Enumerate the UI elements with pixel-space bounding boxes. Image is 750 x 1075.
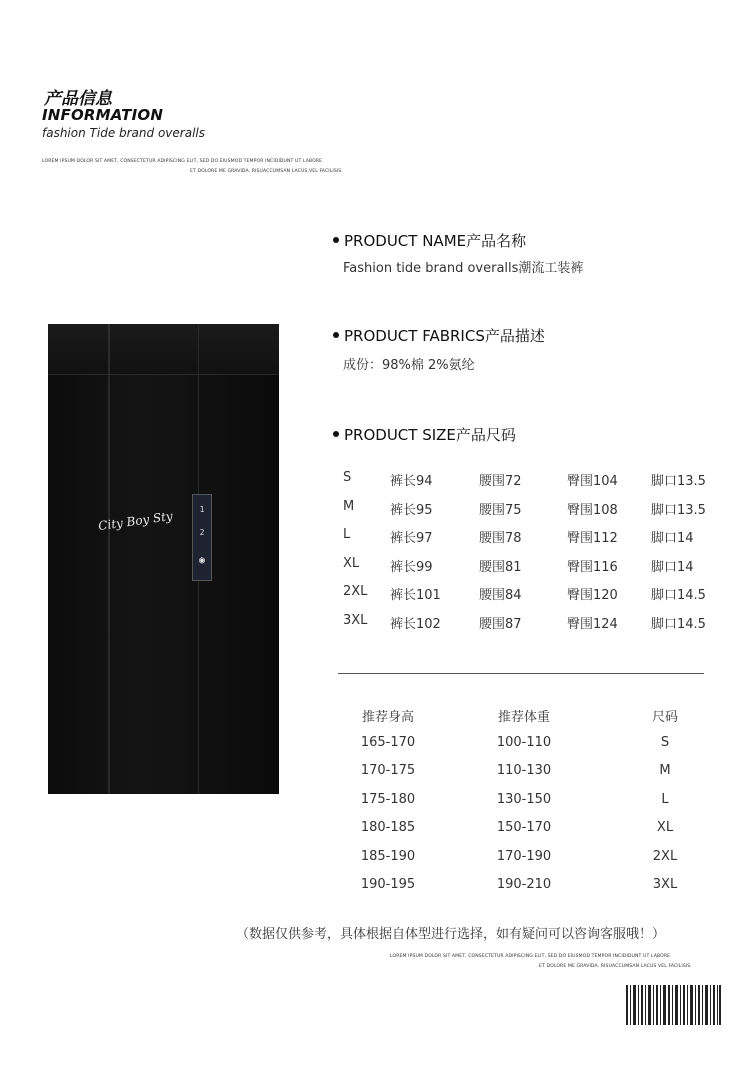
size-cell: L <box>661 792 669 807</box>
weight-cell: 150-170 <box>496 820 552 835</box>
height-cell: 165-170 <box>360 735 416 750</box>
product-fabrics-value: 成份：98%棉 2%氨纶 <box>343 358 475 373</box>
recommend-row <box>0 849 750 873</box>
weight-cell: 170-190 <box>496 849 552 864</box>
hip-cell: 臀围124 <box>567 617 618 632</box>
page-subtitle: fashion Tide brand overalls <box>42 126 205 140</box>
hip-cell: 臀围104 <box>567 474 618 489</box>
size-cell: M <box>343 499 355 514</box>
brand-label <box>192 494 212 581</box>
waist-cell: 腰围75 <box>479 503 522 518</box>
size-cell: S <box>343 470 352 485</box>
length-cell: 裤长102 <box>390 617 441 632</box>
bullet-dot-icon <box>333 332 339 338</box>
height-cell: 175-180 <box>360 792 416 807</box>
barcode-icon <box>626 985 721 1025</box>
hem-cell: 脚口14 <box>651 531 694 546</box>
hem-cell: 脚口14.5 <box>651 617 706 632</box>
waist-cell: 腰围78 <box>479 531 522 546</box>
weight-cell: 110-130 <box>496 763 552 778</box>
hem-cell: 脚口14.5 <box>651 588 706 603</box>
hip-cell: 臀围112 <box>567 531 618 546</box>
size-cell: M <box>659 763 671 778</box>
recommend-row <box>0 820 750 844</box>
waist-cell: 腰围84 <box>479 588 522 603</box>
embroidery-text: City Boy Sty <box>97 508 174 534</box>
lorem-text-bottom-2: ET DOLORE ME GRAVIDA. RISUACCUMSAN LACUS VEL FACILISIS. <box>539 964 692 969</box>
header-weight: 推荐体重 <box>497 710 551 725</box>
recommend-row <box>0 763 750 787</box>
size-cell: 3XL <box>652 877 678 892</box>
waist-cell: 腰围72 <box>479 474 522 489</box>
hip-cell: 臀围116 <box>567 560 618 575</box>
length-cell: 裤长101 <box>390 588 441 603</box>
recommend-row <box>0 792 750 816</box>
hip-cell: 臀围108 <box>567 503 618 518</box>
product-name-heading-text: PRODUCT NAME产品名称 <box>344 232 527 250</box>
waistband <box>48 324 279 375</box>
product-fabrics-heading <box>333 325 545 346</box>
size-cell: L <box>343 527 351 542</box>
hem-cell: 脚口13.5 <box>651 503 706 518</box>
recommend-header-row <box>0 706 750 730</box>
size-cell: XL <box>343 556 360 571</box>
height-cell: 180-185 <box>360 820 416 835</box>
hem-cell: 脚口13.5 <box>651 474 706 489</box>
page-title-en: INFORMATION <box>42 106 164 124</box>
size-cell: 3XL <box>343 613 368 628</box>
bullet-dot-icon <box>333 431 339 437</box>
header-size: 尺码 <box>651 710 679 725</box>
product-size-heading-text: PRODUCT SIZE产品尺码 <box>344 426 516 444</box>
recommend-row <box>0 877 750 901</box>
size-note: （数据仅供参考，具体根据自体型进行选择，如有疑问可以咨询客服哦！） <box>236 927 666 942</box>
brand-label-mid: 2 <box>199 528 205 537</box>
product-fabrics-heading-text: PRODUCT FABRICS产品描述 <box>344 327 545 345</box>
header-height: 推荐身高 <box>361 710 415 725</box>
height-cell: 190-195 <box>360 877 416 892</box>
hip-cell: 臀围120 <box>567 588 618 603</box>
size-cell: S <box>660 735 670 750</box>
weight-cell: 130-150 <box>496 792 552 807</box>
size-cell: 2XL <box>652 849 678 864</box>
lorem-text-top-1: LOREM IPSUM DOLOR SIT AMET, CONSECTETUR ADIPISCING ELIT, SED DO EIUSMOD TEMPOR INCIDIDUNT UT LABORE <box>42 159 323 164</box>
weight-cell: 100-110 <box>496 735 552 750</box>
product-size-heading <box>333 424 516 445</box>
brand-label-top: 1 <box>199 505 205 514</box>
section-divider <box>338 673 704 674</box>
lorem-text-bottom-1: LOREM IPSUM DOLOR SIT AMET, CONSECTETUR ADIPISCING ELIT, SED DO EIUSMOD TEMPOR INCIDIDUNT UT LABORE <box>390 954 671 959</box>
hem-cell: 脚口14 <box>651 560 694 575</box>
weight-cell: 190-210 <box>496 877 552 892</box>
page-title-cn: 产品信息 <box>44 89 112 109</box>
length-cell: 裤长95 <box>390 503 433 518</box>
brand-logo-icon: ◉ <box>198 555 206 566</box>
size-cell: XL <box>656 820 674 835</box>
length-cell: 裤长99 <box>390 560 433 575</box>
waist-cell: 腰围87 <box>479 617 522 632</box>
length-cell: 裤长94 <box>390 474 433 489</box>
height-cell: 170-175 <box>360 763 416 778</box>
size-cell: 2XL <box>343 584 368 599</box>
waist-cell: 腰围81 <box>479 560 522 575</box>
recommend-row <box>0 735 750 759</box>
product-name-value: Fashion tide brand overalls潮流工装裤 <box>343 261 584 276</box>
height-cell: 185-190 <box>360 849 416 864</box>
length-cell: 裤长97 <box>390 531 433 546</box>
lorem-text-top-2: ET DOLORE ME GRAVIDA. RISUACCUMSAN LACUS VEL FACILISIS. <box>190 169 343 174</box>
product-name-heading <box>333 230 526 251</box>
bullet-dot-icon <box>333 237 339 243</box>
